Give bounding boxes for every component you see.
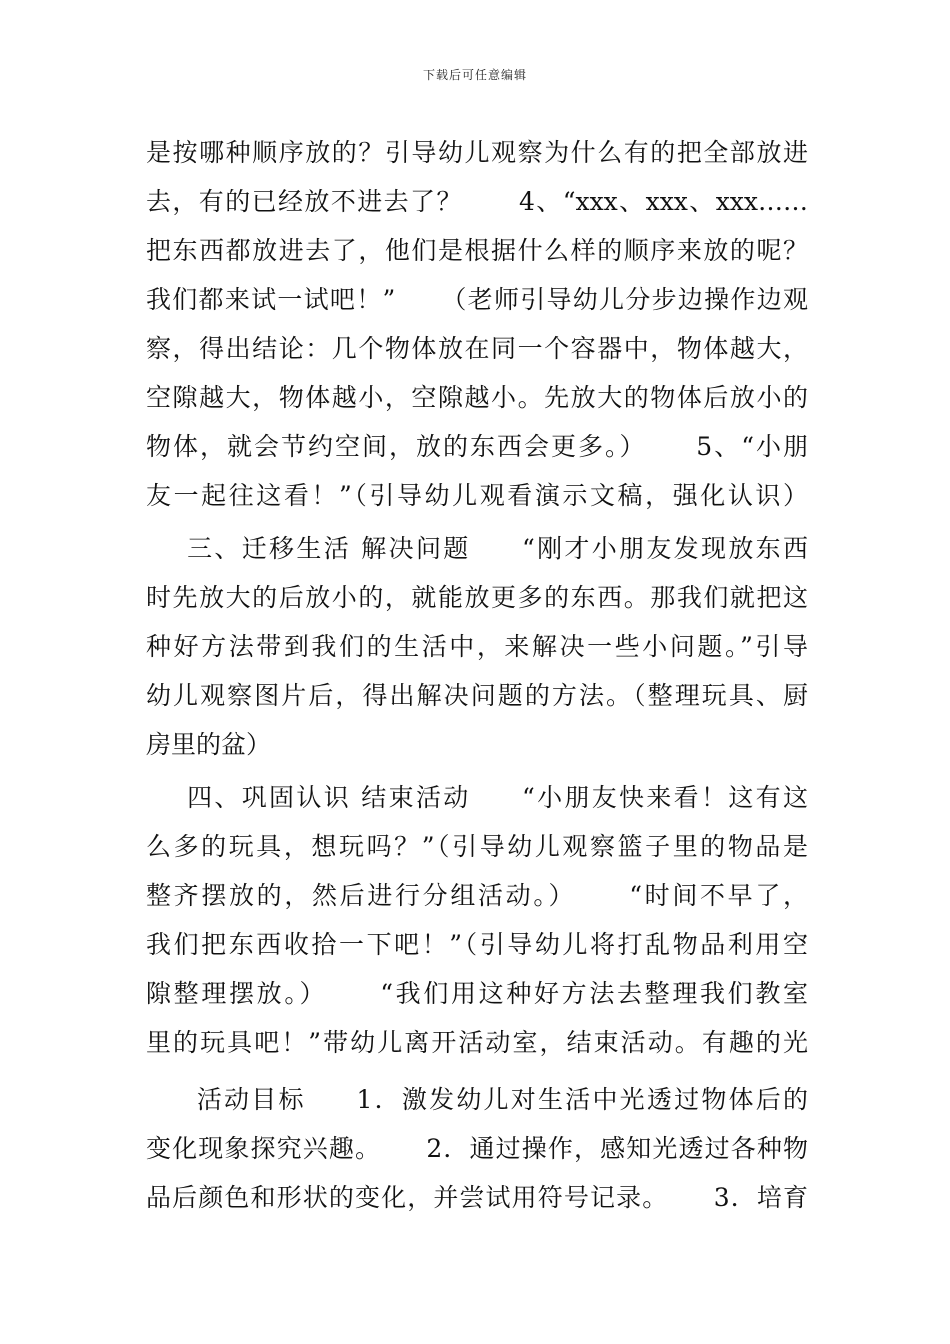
text-line: 去，有的已经放不进去了？ 4、“xxx、xxx、xxx…… [146, 187, 808, 216]
text-line: 整齐摆放的，然后进行分组活动。） “时间不早了， [146, 881, 808, 910]
text-line: 把东西都放进去了，他们是根据什么样的顺序来放的呢？ [146, 236, 808, 265]
text-line: 我们都来试一试吧！” （老师引导幼儿分步边操作边观 [146, 285, 808, 314]
text-line: 友一起往这看！”（引导幼儿观看演示文稿，强化认识） [146, 481, 808, 510]
text-line: 里的玩具吧！”带幼儿离开活动室，结束活动。有趣的光 [146, 1028, 808, 1057]
text-line: 种好方法带到我们的生活中，来解决一些小问题。”引导 [146, 632, 808, 661]
text-line: 察，得出结论：几个物体放在同一个容器中，物体越大， [146, 334, 808, 363]
text-line: 我们把东西收拾一下吧！”（引导幼儿将打乱物品利用空 [146, 930, 808, 959]
text-line: 幼儿观察图片后，得出解决问题的方法。（整理玩具、厨 [146, 681, 808, 710]
page-header: 下载后可任意编辑 [422, 68, 527, 82]
text-line: 空隙越大，物体越小，空隙越小。先放大的物体后放小的 [146, 383, 808, 412]
section-heading-line: 三、迁移生活 解决问题 “刚才小朋友发现放东西 [146, 534, 808, 563]
text-line: 时先放大的后放小的，就能放更多的东西。那我们就把这 [146, 583, 808, 612]
document-body [146, 128, 808, 1222]
text-line: 品后颜色和形状的变化，并尝试用符号记录。 3．培育 [146, 1183, 808, 1212]
section-heading-line: 四、巩固认识 结束活动 “小朋友快来看！这有这 [146, 783, 808, 812]
text-line: 物体，就会节约空间，放的东西会更多。） 5、“小朋 [146, 432, 808, 461]
text-line: 是按哪种顺序放的？引导幼儿观察为什么有的把全部放进 [146, 138, 808, 167]
text-line: 隙整理摆放。） “我们用这种好方法去整理我们教室 [146, 979, 808, 1008]
text-line: 么多的玩具，想玩吗？”（引导幼儿观察篮子里的物品是 [146, 832, 808, 861]
section-heading-line: 活动目标 1．激发幼儿对生活中光透过物体后的 [146, 1085, 808, 1114]
text-line: 变化现象探究兴趣。 2．通过操作，感知光透过各种物 [146, 1134, 808, 1163]
text-line: 房里的盆） [146, 730, 272, 759]
